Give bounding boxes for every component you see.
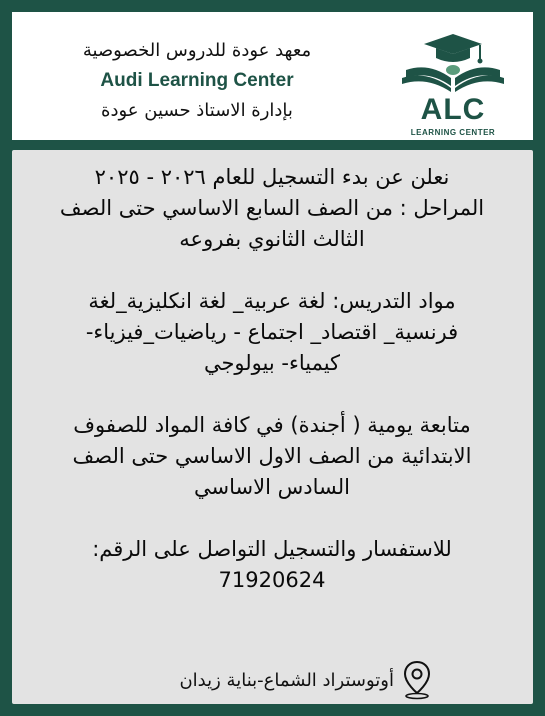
director-line: بإدارة الاستاذ حسين عودة	[101, 100, 293, 121]
logo-abbreviation: ALC	[420, 93, 486, 126]
institute-info	[52, 38, 342, 124]
subjects-line: فرنسية_ اقتصاد_ اجتماع - رياضيات_فيزياء-	[85, 320, 459, 344]
logo-subtitle: LEARNING CENTER	[410, 128, 496, 137]
graduation-cap-book-icon	[394, 30, 512, 96]
alc-logo	[394, 30, 512, 142]
institute-name-arabic: معهد عودة للدروس الخصوصية	[82, 40, 312, 61]
contact-paragraph	[26, 534, 518, 596]
followup-line: السادس الاساسي	[194, 475, 350, 499]
map-pin-icon	[402, 660, 432, 700]
registration-paragraph	[26, 162, 518, 255]
followup-paragraph	[26, 410, 518, 503]
address-text: أوتوستراد الشماع-بناية زيدان	[179, 669, 394, 691]
institute-name-english: Audi Learning Center	[100, 70, 294, 91]
header	[12, 12, 533, 140]
subjects-line: كيمياء- بيولوجي	[203, 351, 341, 375]
contact-label: للاستفسار والتسجيل التواصل على الرقم:	[92, 537, 452, 561]
subjects-line: مواد التدريس: لغة عربية_ لغة انكليزية_لغة	[88, 289, 456, 313]
levels-line: الثالث الثانوي بفروعه	[179, 227, 365, 251]
address-row	[142, 660, 432, 700]
phone-number[interactable]: 71920624	[218, 568, 326, 592]
subjects-paragraph	[26, 286, 518, 379]
followup-line: متابعة يومية ( أجندة) في كافة المواد للصفوف	[73, 413, 471, 437]
levels-line: المراحل : من الصف السابع الاساسي حتى الصف	[59, 196, 485, 220]
registration-line: نعلن عن بدء التسجيل للعام ٢٠٢٦ - ٢٠٢٥	[94, 165, 450, 189]
followup-line: الابتدائية من الصف الاول الاساسي حتى الصف	[72, 444, 472, 468]
announcement-text	[26, 162, 518, 596]
announcement-card	[12, 150, 533, 704]
